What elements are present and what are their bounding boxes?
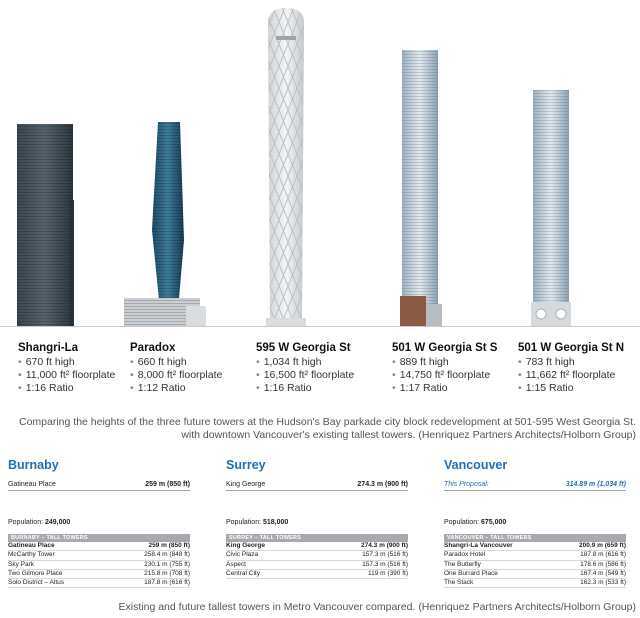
tower-info-595-w-georgia: 595 W Georgia St • 1,034 ft high • 16,500 ft² floorplate • 1:16 Ratio <box>256 342 386 395</box>
tower-floorplate: 11,000 ft² floorplate <box>25 369 116 381</box>
tower-501-w-georgia-n-drawing <box>531 90 571 326</box>
table-row: Aspect 157.3 m (516 ft) <box>226 561 408 570</box>
tower-height: 1,034 ft high <box>263 356 322 368</box>
tower-floorplate: 14,750 ft² floorplate <box>399 369 491 381</box>
tower-floorplate: 11,662 ft² floorplate <box>525 369 616 381</box>
table-row: Gatineau Place 259 m (850 ft) <box>8 542 190 551</box>
tower-info-shangri-la: Shangri-La • 670 ft high • 11,000 ft² floorplate • 1:16 Ratio <box>18 342 148 395</box>
tower-name: 501 W Georgia St S <box>392 342 498 354</box>
ground-line <box>0 326 640 327</box>
table-row: Paradox Hotel 187.8 m (616 ft) <box>444 551 626 560</box>
tower-floorplate: 8,000 ft² floorplate <box>137 369 223 381</box>
region-title: Vancouver <box>444 458 508 472</box>
tower-name: 501 W Georgia St N <box>518 342 625 354</box>
tallest-tower-row: Gatineau Place 259 m (850 ft) <box>8 479 190 491</box>
table-row: Solo District – Altus 187.8 m (616 ft) <box>8 579 190 588</box>
tallest-tower-row: King George 274.3 m (900 ft) <box>226 479 408 491</box>
region-title: Surrey <box>226 458 266 472</box>
tower-ratio: 1:17 Ratio <box>399 382 448 394</box>
tower-ratio: 1:16 Ratio <box>25 382 74 394</box>
tallest-tower-row: This Proposal: 314.89 m (1,034 ft) <box>444 479 626 491</box>
tower-height: 670 ft high <box>25 356 75 368</box>
tower-paradox-drawing <box>124 122 206 326</box>
tall-towers-header: BURNABY – TALL TOWERS <box>8 534 190 542</box>
tower-ratio: 1:12 Ratio <box>137 382 186 394</box>
tower-ratio: 1:15 Ratio <box>525 382 574 394</box>
table-row: King George 274.3 m (900 ft) <box>226 542 408 551</box>
tower-floorplate: 16,500 ft² floorplate <box>263 369 355 381</box>
region-title: Burnaby <box>8 458 59 472</box>
tower-height: 660 ft high <box>137 356 187 368</box>
tower-501-w-georgia-s-drawing <box>400 50 442 326</box>
tall-towers-header: VANCOUVER – TALL TOWERS <box>444 534 626 542</box>
population: Population: 249,000 <box>8 519 71 526</box>
table-row: McCarthy Tower 258.4 m (848 ft) <box>8 551 190 560</box>
tower-ratio: 1:16 Ratio <box>263 382 312 394</box>
table-row: The Butterfly 178.6 m (586 ft) <box>444 561 626 570</box>
tower-info-501-w-georgia-n: 501 W Georgia St N • 783 ft high • 11,662 ft² floorplate • 1:15 Ratio <box>518 342 640 395</box>
tall-towers-header: SURREY – TALL TOWERS <box>226 534 408 542</box>
tower-595-w-georgia-drawing <box>266 8 306 326</box>
region-vancouver <box>444 458 626 588</box>
population: Population: 675,000 <box>444 519 507 526</box>
table-row: One Burrard Place 167.4 m (549 ft) <box>444 570 626 579</box>
tower-info-paradox: Paradox • 660 ft high • 8,000 ft² floorplate • 1:12 Ratio <box>130 342 260 395</box>
table-row: Two Gilmore Place 215.8 m (708 ft) <box>8 570 190 579</box>
tower-info-501-w-georgia-s: 501 W Georgia St S • 889 ft high • 14,750 ft² floorplate • 1:17 Ratio <box>392 342 522 395</box>
tower-shangri-la-drawing <box>17 124 74 326</box>
population: Population: 518,000 <box>226 519 289 526</box>
tower-name: Paradox <box>130 342 176 354</box>
table-row: Central City 119 m (390 ft) <box>226 570 408 579</box>
table-row: The Stack 162.3 m (533 ft) <box>444 579 626 588</box>
tower-comparison-caption: Comparing the heights of the three future towers at the Hudson's Bay parkade city block redevelopment at 501-595 West Georgia St. with downtown Vancouver's existing tallest towers. (Henriquez Partners Architects/Holborn Group) <box>19 416 636 441</box>
metro-comparison-caption: Existing and future tallest towers in Metro Vancouver compared. (Henriquez Partners Architects/Holborn Group) <box>118 601 636 613</box>
tower-name: 595 W Georgia St <box>256 342 351 354</box>
table-row: Civic Plaza 157.3 m (516 ft) <box>226 551 408 560</box>
tower-height: 783 ft high <box>525 356 575 368</box>
table-row: Shangri-La Vancouver 200.9 m (659 ft) <box>444 542 626 551</box>
region-surrey <box>226 458 408 579</box>
region-burnaby <box>8 458 190 588</box>
table-row: Sky Park 230.1 m (755 ft) <box>8 561 190 570</box>
tower-name: Shangri-La <box>18 342 79 354</box>
tower-height: 889 ft high <box>399 356 449 368</box>
